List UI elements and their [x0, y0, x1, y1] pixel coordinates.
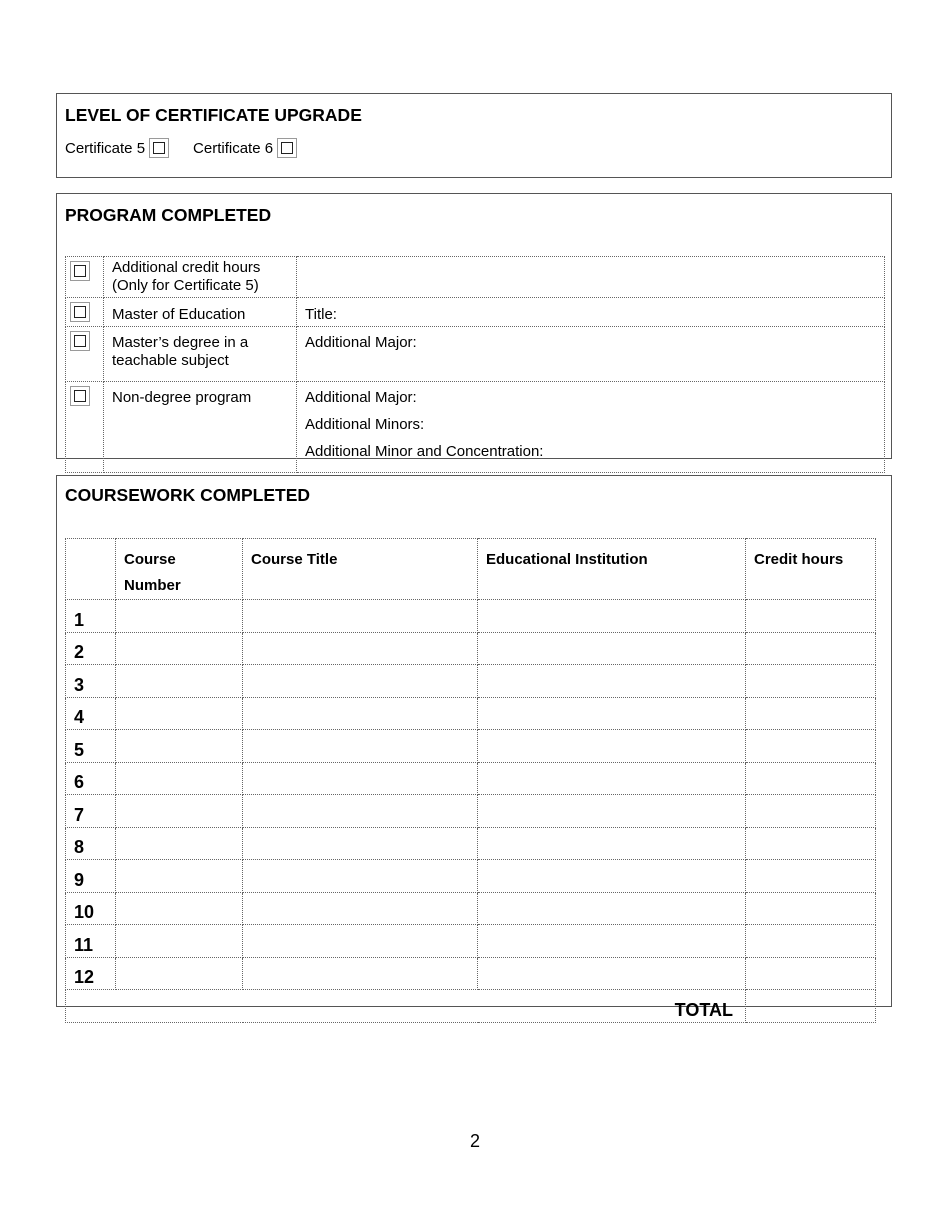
course-title-field[interactable] — [243, 795, 478, 828]
course-title-field[interactable] — [243, 632, 478, 665]
certificate-5-checkbox[interactable] — [149, 138, 169, 158]
program-row-master-education — [66, 298, 885, 327]
credit-hours-field[interactable] — [746, 632, 876, 665]
certificate-5-option — [65, 138, 169, 158]
course-title-field[interactable] — [243, 697, 478, 730]
level-of-certificate-section — [56, 93, 892, 178]
row-number: 9 — [66, 860, 116, 893]
table-row — [66, 600, 876, 633]
course-title-field[interactable] — [243, 925, 478, 958]
table-row — [66, 730, 876, 763]
certificate-5-label: Certificate 5 — [65, 139, 146, 157]
institution-field[interactable] — [478, 860, 746, 893]
program-name: Master’s degree in a — [112, 334, 249, 351]
table-row — [66, 827, 876, 860]
additional-minors-label: Additional Minors: — [305, 416, 425, 433]
row-number: 5 — [66, 730, 116, 763]
certificate-6-label: Certificate 6 — [193, 139, 274, 157]
credit-hours-field[interactable] — [746, 925, 876, 958]
row-number: 11 — [66, 925, 116, 958]
master-education-checkbox[interactable] — [70, 302, 90, 322]
coursework-completed-section — [56, 475, 892, 1020]
credit-hours-field[interactable] — [746, 795, 876, 828]
certificate-6-checkbox[interactable] — [277, 138, 297, 158]
program-table — [65, 256, 885, 473]
row-number: 1 — [66, 600, 116, 633]
certificate-6-option — [193, 138, 297, 158]
program-title-label: Title: — [305, 306, 337, 323]
masters-teachable-checkbox[interactable] — [70, 331, 90, 351]
course-title-field[interactable] — [243, 600, 478, 633]
course-number-field[interactable] — [116, 892, 243, 925]
table-row — [66, 925, 876, 958]
credit-hours-field[interactable] — [746, 600, 876, 633]
credit-hours-field[interactable] — [746, 762, 876, 795]
table-row — [66, 957, 876, 990]
course-number-field[interactable] — [116, 762, 243, 795]
row-number: 6 — [66, 762, 116, 795]
course-number-field[interactable] — [116, 827, 243, 860]
additional-minor-concentration-label: Additional Minor and Concentration: — [305, 443, 544, 460]
institution-field[interactable] — [478, 827, 746, 860]
table-row — [66, 795, 876, 828]
credit-hours-field[interactable] — [746, 730, 876, 763]
credit-hours-field[interactable] — [746, 697, 876, 730]
course-title-field[interactable] — [243, 665, 478, 698]
row-number: 7 — [66, 795, 116, 828]
course-number-field[interactable] — [116, 795, 243, 828]
course-number-field[interactable] — [116, 665, 243, 698]
credit-hours-field[interactable] — [746, 665, 876, 698]
course-number-header-line2: Number — [124, 577, 181, 594]
program-name: Non-degree program — [112, 389, 252, 406]
coursework-section-title: COURSEWORK COMPLETED — [65, 485, 310, 505]
institution-field[interactable] — [478, 632, 746, 665]
program-name-cont: teachable subject — [112, 352, 229, 369]
level-section-title: LEVEL OF CERTIFICATE UPGRADE — [65, 105, 362, 125]
course-number-field[interactable] — [116, 860, 243, 893]
additional-credit-checkbox[interactable] — [70, 261, 90, 281]
table-row — [66, 892, 876, 925]
course-title-field[interactable] — [243, 762, 478, 795]
course-number-header-line1: Course — [124, 551, 176, 568]
table-row — [66, 762, 876, 795]
row-number: 2 — [66, 632, 116, 665]
coursework-table — [65, 538, 876, 1023]
institution-header: Educational Institution — [478, 539, 746, 600]
course-title-header: Course Title — [243, 539, 478, 600]
row-number: 12 — [66, 957, 116, 990]
program-name: Additional credit hours — [112, 259, 261, 276]
certificate-options — [65, 138, 321, 158]
course-number-header — [116, 539, 243, 600]
row-number-header — [66, 539, 116, 600]
course-title-field[interactable] — [243, 730, 478, 763]
total-credit-hours-field[interactable] — [746, 990, 876, 1023]
coursework-header-row — [66, 539, 876, 600]
row-number: 10 — [66, 892, 116, 925]
additional-major-label: Additional Major: — [305, 334, 417, 351]
institution-field[interactable] — [478, 665, 746, 698]
program-name-note: (Only for Certificate 5) — [112, 277, 259, 294]
course-number-field[interactable] — [116, 730, 243, 763]
total-row — [66, 990, 876, 1023]
course-title-field[interactable] — [243, 860, 478, 893]
row-number: 8 — [66, 827, 116, 860]
credit-hours-header: Credit hours — [746, 539, 876, 600]
course-number-field[interactable] — [116, 925, 243, 958]
course-title-field[interactable] — [243, 892, 478, 925]
page-number: 2 — [469, 1131, 480, 1151]
institution-field[interactable] — [478, 762, 746, 795]
credit-hours-field[interactable] — [746, 827, 876, 860]
row-number: 3 — [66, 665, 116, 698]
course-number-field[interactable] — [116, 600, 243, 633]
institution-field[interactable] — [478, 892, 746, 925]
table-row — [66, 665, 876, 698]
program-section-title: PROGRAM COMPLETED — [65, 205, 272, 225]
course-number-field[interactable] — [116, 697, 243, 730]
institution-field[interactable] — [478, 730, 746, 763]
program-row-masters-teachable — [66, 327, 885, 382]
institution-field[interactable] — [478, 957, 746, 990]
program-name: Master of Education — [112, 306, 246, 323]
institution-field[interactable] — [478, 795, 746, 828]
institution-field[interactable] — [478, 600, 746, 633]
credit-hours-field[interactable] — [746, 860, 876, 893]
program-detail-field[interactable] — [297, 257, 885, 298]
institution-field[interactable] — [478, 925, 746, 958]
institution-field[interactable] — [478, 697, 746, 730]
program-row-additional-credit — [66, 257, 885, 298]
credit-hours-field[interactable] — [746, 957, 876, 990]
course-number-field[interactable] — [116, 957, 243, 990]
additional-major-label: Additional Major: — [305, 389, 417, 406]
non-degree-checkbox[interactable] — [70, 386, 90, 406]
program-row-non-degree — [66, 382, 885, 473]
table-row — [66, 632, 876, 665]
credit-hours-field[interactable] — [746, 892, 876, 925]
course-title-field[interactable] — [243, 827, 478, 860]
total-label: TOTAL — [66, 990, 746, 1023]
table-row — [66, 860, 876, 893]
row-number: 4 — [66, 697, 116, 730]
table-row — [66, 697, 876, 730]
course-title-field[interactable] — [243, 957, 478, 990]
program-completed-section — [56, 193, 892, 459]
course-number-field[interactable] — [116, 632, 243, 665]
